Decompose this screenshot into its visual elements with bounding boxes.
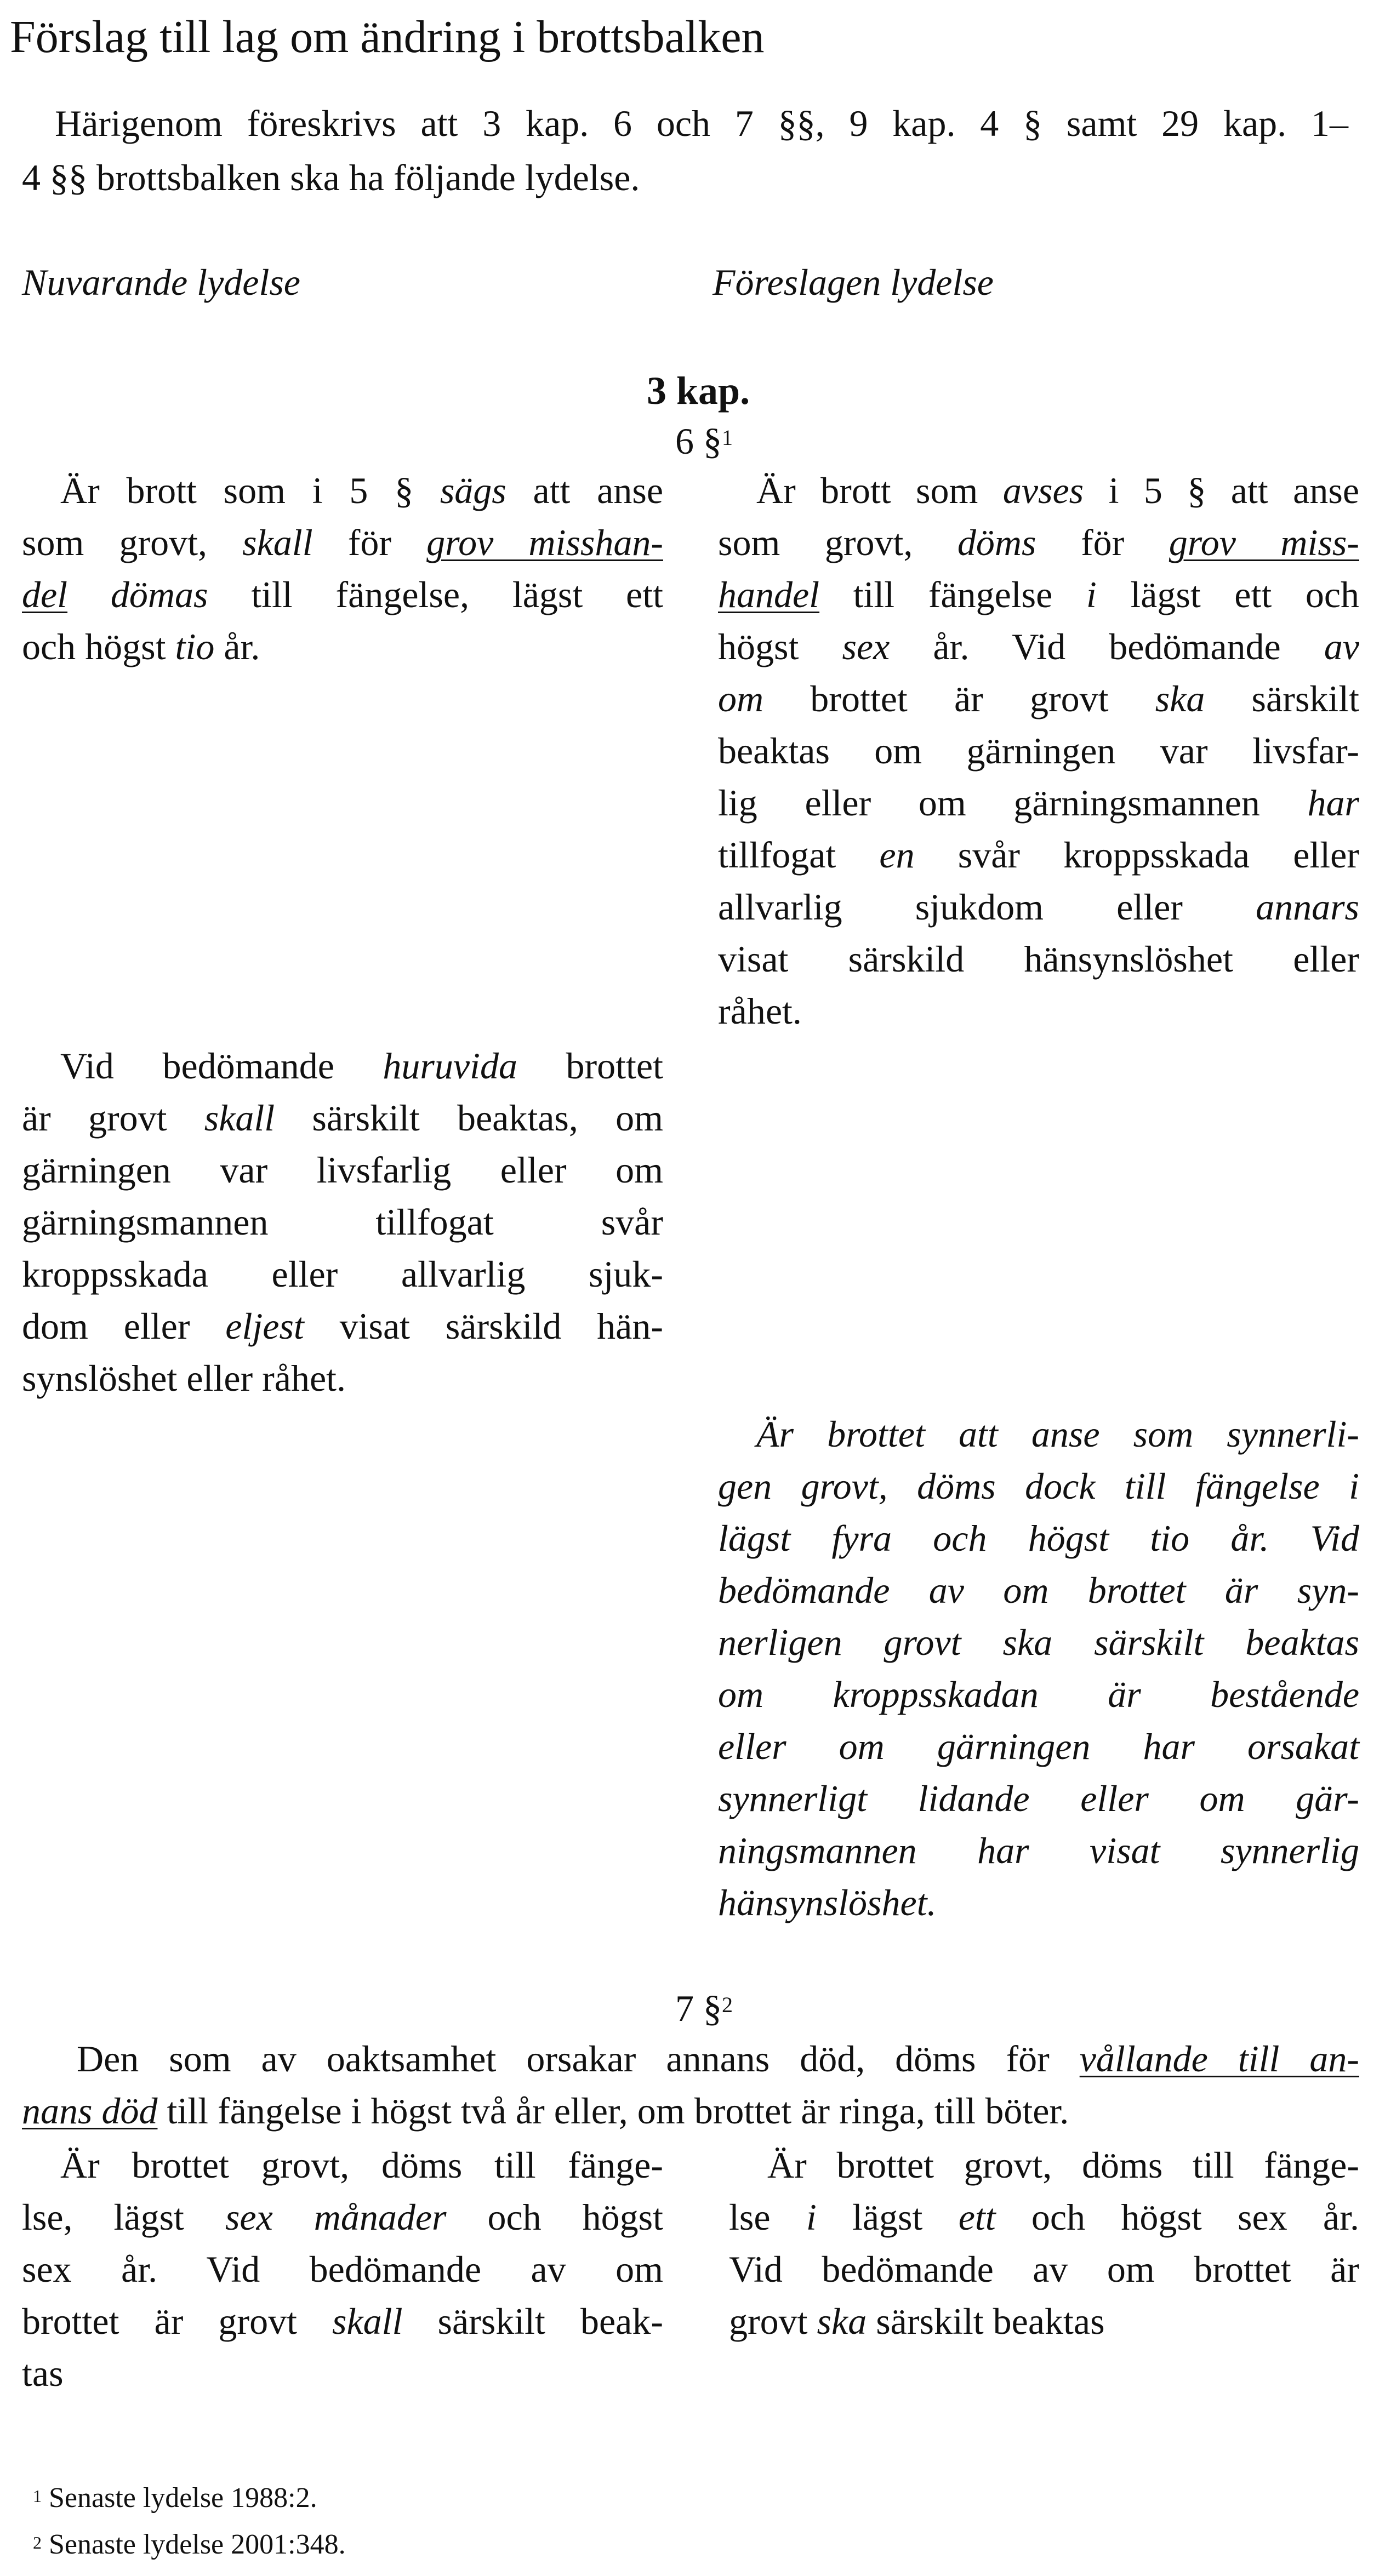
current-text-7: Är brottet grovt, döms till fänge- lse, lägst sex månader och högst sex år. Vid bedömande av om brottet är grovt skall särskilt beak- tas: [22, 2144, 664, 2394]
current-text-6-p1: Är brott som i 5 § sägs att anse som grovt, skall för grov misshan- del dömas till fängelse, lägst ett och högst tio år.: [22, 470, 663, 667]
section-heading-7: 7 §$^2$: [675, 1987, 733, 2029]
column-heading-current: Nuvarande lydelse: [22, 261, 300, 303]
proposed-text-6-p1: Är brott som avses i 5 § att anse som grovt, döms för grov miss- handel till fängelse i lägst ett och högst sex år. Vid bedömande av om brottet är grovt ska särskilt beaktas om gärningen var livsfar- lig eller om gärningsmannen har tillfogat en svår kroppsskada eller allvarlig sjukdom eller annars visat särskild hänsynslöshet eller råhet.: [718, 470, 1360, 1032]
footnote-2: $^2$ Senaste lydelse 2001:348.: [33, 2529, 346, 2560]
proposed-text-7: Är brottet grovt, döms till fänge- lse i lägst ett och högst sex år. Vid bedömande av om brottet är grovt ska särskilt beaktas: [729, 2144, 1359, 2342]
document-title: Förslag till lag om ändring i brottsbalken: [10, 12, 765, 62]
section-heading-6: 6 §$^1$: [675, 420, 733, 462]
footnote-1: $^1$ Senaste lydelse 1988:2.: [33, 2482, 317, 2514]
proposed-text-6-p2: Är brottet att anse som synnerli- gen grovt, döms dock till fängelse i lägst fyra och högst tio år. Vid bedömande av om brottet är syn- nerligen grovt ska särskilt beaktas om kroppsskadan är bestående eller om gärningen har orsakat synnerligt lidande eller om gär- ningsmannen har visat synnerlig hänsynslöshet.: [718, 1413, 1359, 1923]
current-text-6-p2: Vid bedömande huruvida brottet är grovt skall särskilt beaktas, om gärningen var livsfarlig eller om gärningsmannen tillfogat svår kroppsskada eller allvarlig sjuk- dom eller eljest visat särskild hän- synslöshet eller råhet.: [22, 1045, 664, 1399]
common-text-7: Den som av oaktsamhet orsakar annans död, döms för vållande till an- nans död till fängelse i högst två år eller, om brottet är ringa, till böter.: [22, 2038, 1359, 2132]
intro-paragraph: [0, 96, 1385, 205]
intro-line-1: Härigenom föreskrivs att 3 kap. 6 och 7 §§, 9 kap. 4 § samt 29 kap. 1–: [55, 102, 1348, 144]
column-heading-proposed: Föreslagen lydelse: [713, 261, 994, 303]
intro-line-2: 4 §§ brottsbalken ska ha följande lydelse.: [22, 157, 640, 198]
chapter-heading: 3 kap.: [647, 369, 750, 413]
